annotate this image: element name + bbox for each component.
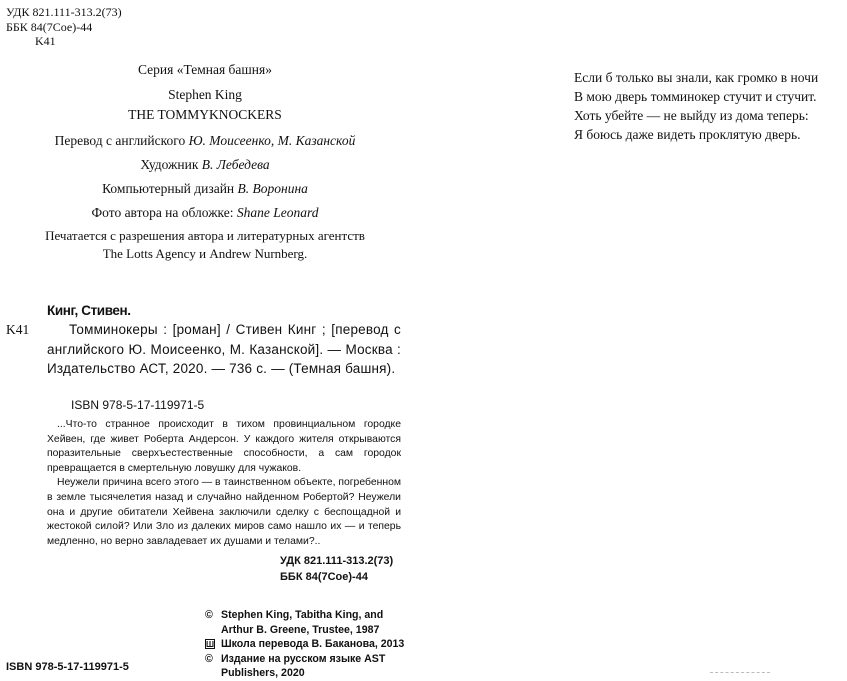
poem-line: Я боюсь даже видеть проклятую дверь.: [574, 127, 801, 142]
udk-code: УДК 821.111-313.2(73): [6, 5, 122, 19]
copyright-row: [205, 623, 404, 638]
copyright-row: [205, 608, 404, 623]
annotation-paragraph: ...Что-то странное происходит в тихом провинциальном городке Хейвен, где живет Роберта Андерсон. У каждого жителя открываются поразительные сверхъестественные способности, а сам городок превращается в смертельную ловушку для чужаков.: [47, 419, 401, 474]
catalog-code: K41: [6, 322, 30, 337]
design-label: Компьютерный дизайн: [102, 181, 235, 196]
permission-line-1: Печатается с разрешения автора и литературных агентств: [45, 228, 365, 243]
copyright-symbol: ©: [205, 652, 213, 665]
poem-line: Хоть убейте — не выйду из дома теперь:: [574, 108, 809, 123]
copyright-text: Publishers, 2020: [221, 667, 305, 680]
copyright-row: [205, 652, 404, 667]
series-title: Серия «Темная башня»: [138, 62, 272, 77]
bbk-code: ББК 84(7Сое)-44: [6, 19, 93, 34]
translation-label: Перевод с английского: [54, 133, 186, 148]
translation-names: Ю. Моисеенко, М. Казанской: [188, 133, 356, 148]
copyright-text: Stephen King, Tabitha King, and: [221, 609, 384, 621]
catalog-isbn: ISBN 978-5-17-119971-5: [71, 398, 205, 412]
artist-label: Художник: [140, 157, 199, 172]
artist-name: В. Лебедева: [201, 157, 270, 172]
copyright-text: Школа перевода В. Баканова, 2013: [221, 638, 405, 651]
classification-codes-top: [6, 5, 122, 49]
poem-line: В мою дверь томминокер стучит и стучит.: [574, 89, 817, 104]
translation-credit: [0, 133, 410, 149]
copyright-symbol: [205, 623, 221, 638]
author-mark: K41: [35, 34, 56, 48]
design-name: В. Воронина: [237, 181, 308, 196]
copyright-text: Arthur B. Greene, Trustee, 1987: [221, 623, 380, 636]
permission-line-2: The Lotts Agency и Andrew Nurnberg.: [102, 246, 308, 261]
author-original: Stephen King: [168, 87, 242, 102]
page-edge-mark: [710, 672, 770, 673]
copyright-row: [205, 637, 404, 652]
isbn-bottom: ISBN 978-5-17-119971-5: [6, 661, 129, 673]
udk-code: УДК 821.111-313.2(73): [280, 555, 394, 567]
epigraph-poem: [574, 68, 818, 144]
design-credit: [0, 181, 410, 197]
catalog-author: Кинг, Стивен.: [47, 303, 131, 318]
copyright-text: Издание на русском языке AST: [221, 652, 386, 665]
annotation-paragraph: Неужели причина всего этого — в таинственном объекте, погребенном в земле тысячелетия назад и случайно найденном Робертой? Неужели она и другие обитатели Хейвена заключили сделку с беспощадной и жестокой силой? Или Зло из далеких миров само нашло их — и теперь медленно, но верно завладевает их душами и телами?..: [47, 477, 402, 547]
photo-label: Фото автора на обложке:: [91, 205, 234, 220]
annotation: [47, 418, 401, 549]
bbk-code: ББК 84(7Сое)-44: [280, 570, 368, 583]
poem-line: Если б только вы знали, как громко в ночи: [574, 70, 819, 85]
copyright-symbol: ©: [205, 609, 213, 621]
artist-credit: [0, 157, 410, 173]
photo-credit: [0, 205, 410, 221]
title-original: THE TOMMYKNOCKERS: [128, 107, 282, 122]
catalog-description: [47, 320, 401, 379]
translation-school-icon: Ш: [206, 640, 215, 650]
copyright-block: [205, 608, 404, 681]
catalog-description-text: Томминокеры : [роман] / Стивен Кинг ; [перевод с английского Ю. Моисеенко, М. Казанской]. — Москва : Издательство АСТ, 2020. — 736 с. — (Темная башня).: [47, 322, 401, 376]
photo-name: Shane Leonard: [236, 205, 319, 220]
classification-codes-right: [280, 554, 400, 585]
